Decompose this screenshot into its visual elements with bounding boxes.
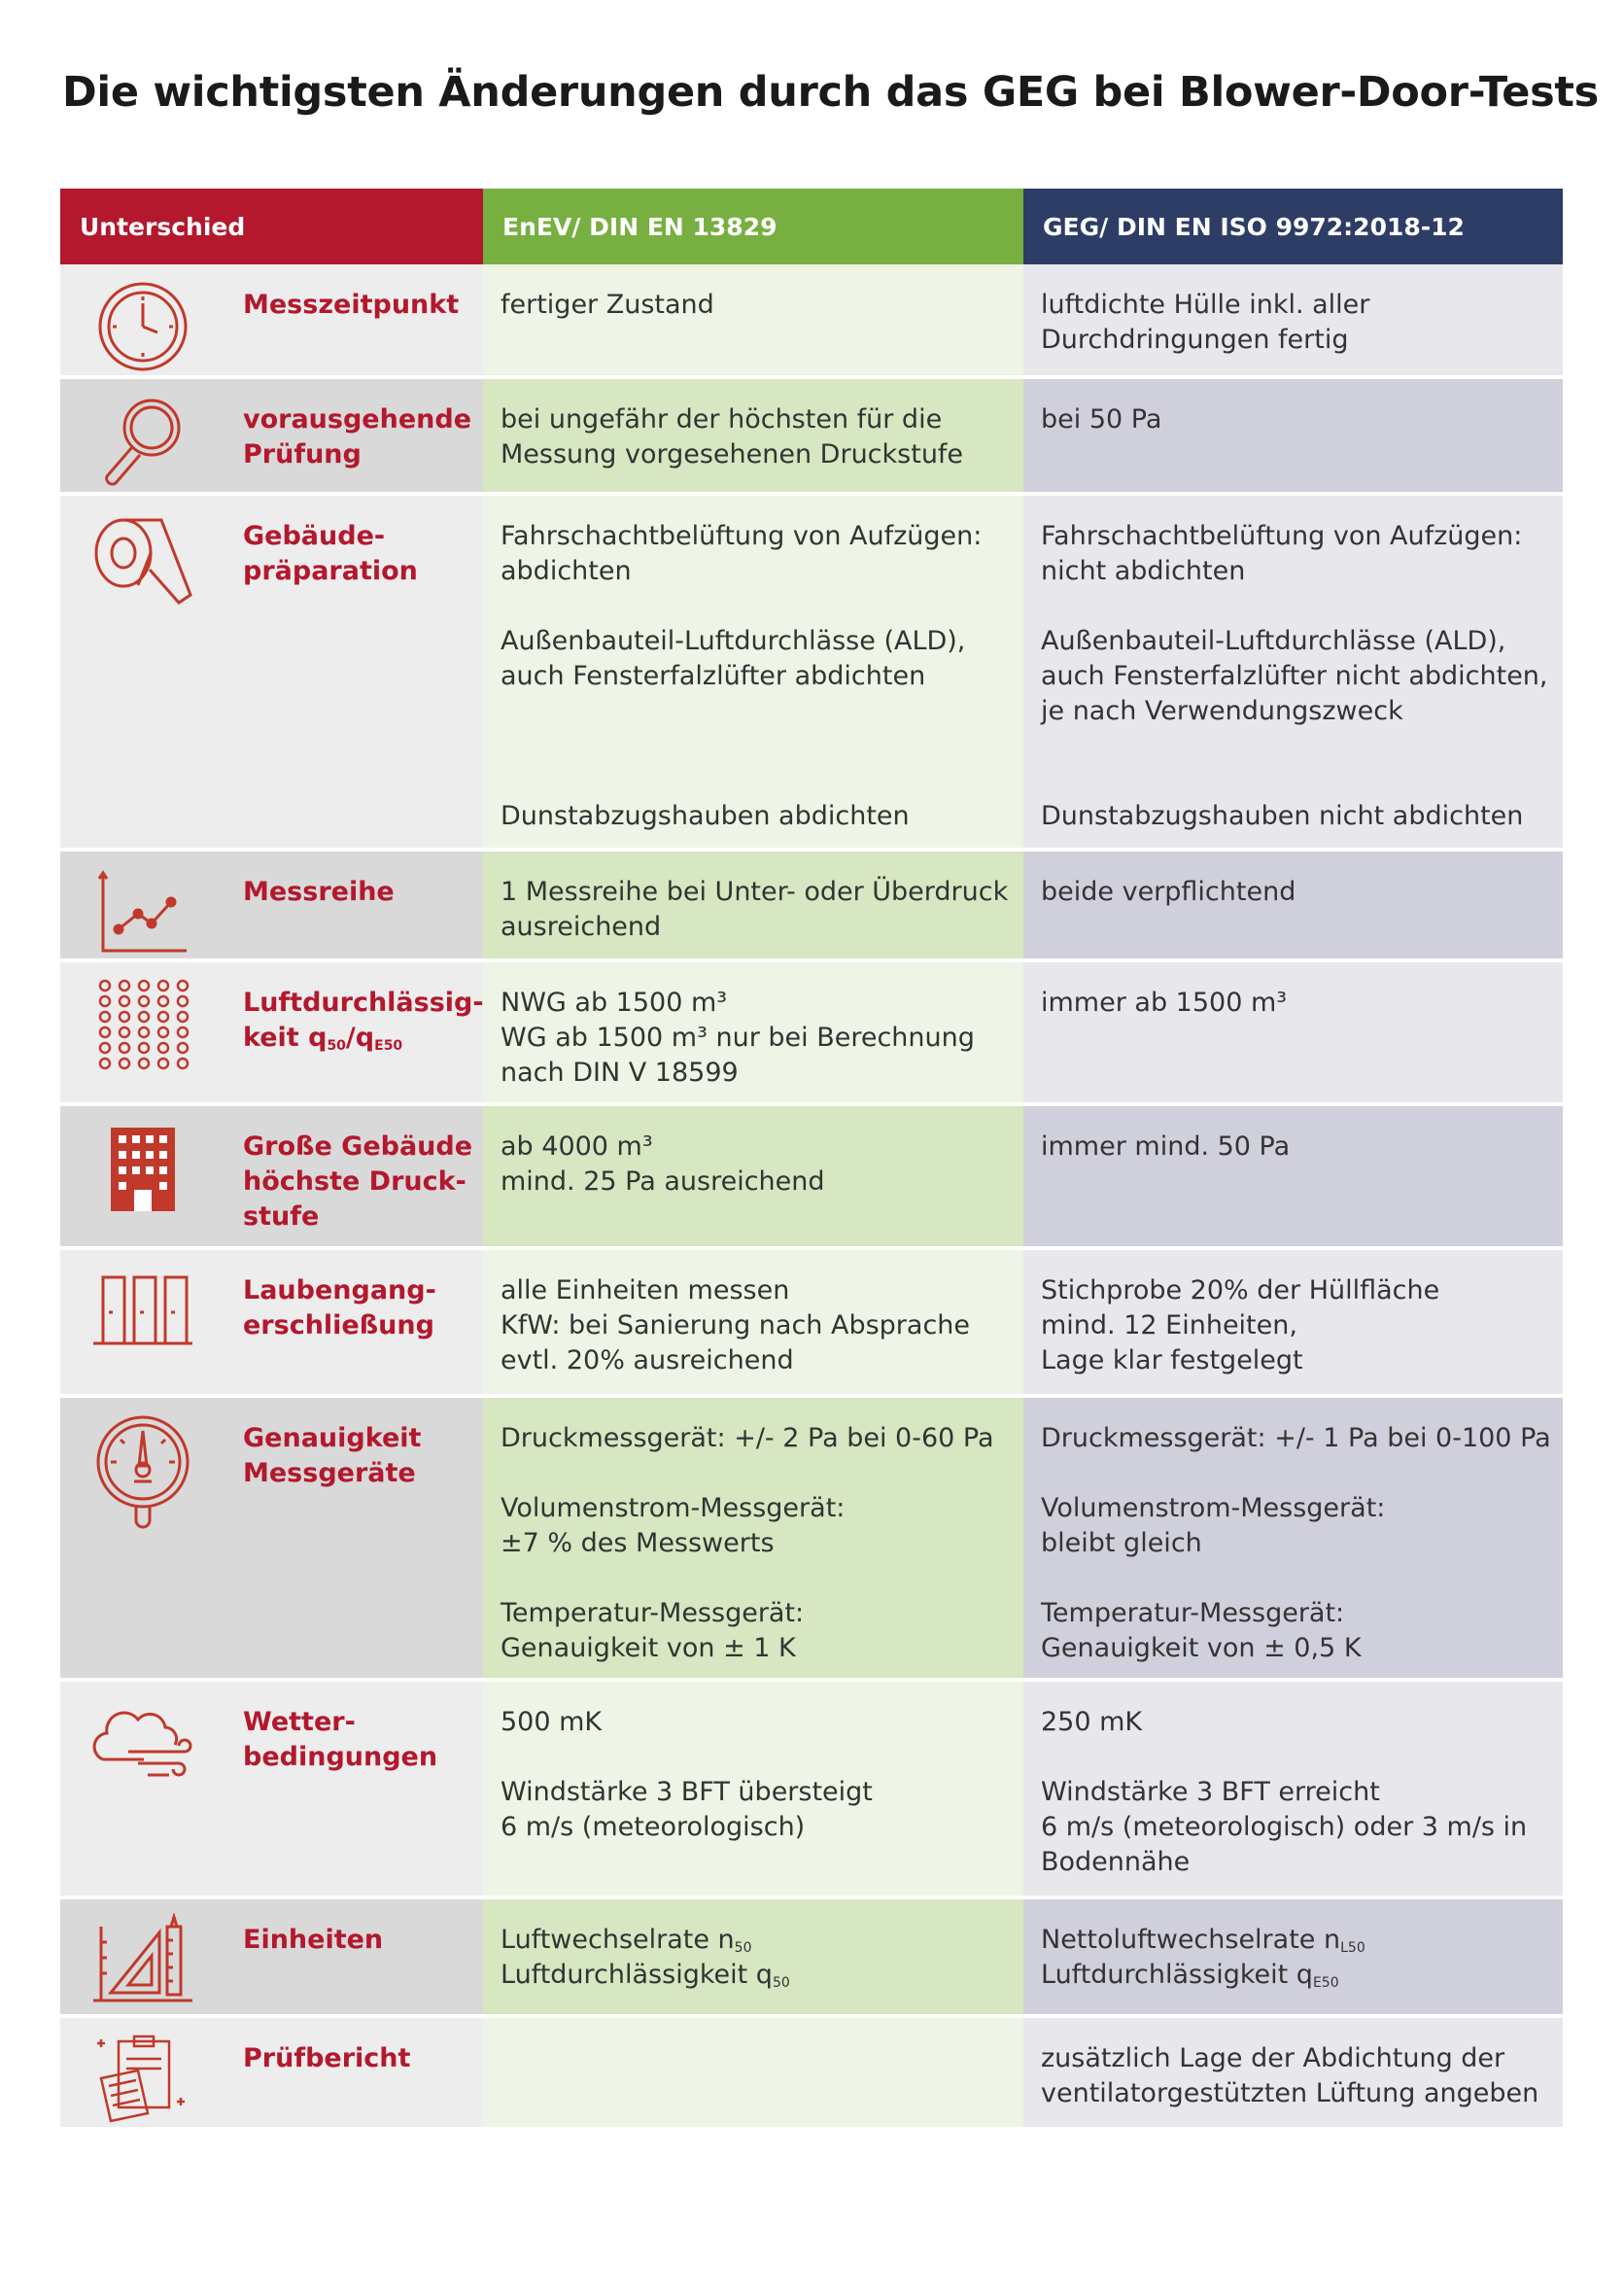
enev-cell: Fahrschachtbelüftung von Aufzügen: abdichten Außenbauteil-Luftdurchlässe (ALD), auch Fensterfalzlüfter abdichten Dunstabzugshauben abdichten (483, 492, 1023, 848)
grid-hole (100, 996, 110, 1006)
table-row-luftdurchlaessigkeit (60, 958, 1563, 1102)
row-label-cell (60, 848, 483, 958)
grid-hole (139, 1027, 149, 1037)
row-label: Wetter- bedingungen (243, 1707, 438, 1772)
cloud-wind-icon (89, 1695, 196, 1792)
table-row-genauigkeit-messgeraete (60, 1394, 1563, 1678)
table-row-messzeitpunkt (60, 264, 1563, 375)
geg-cell: beide verpflichtend (1023, 848, 1563, 958)
geg-cell: Nettoluftwechselrate $n_{L50}$ Luftdurchlässigkeit $q_{E50}$ (1023, 1896, 1563, 2014)
geg-cell: 250 mK Windstärke 3 BFT erreicht 6 m/s (meteorologisch) oder 3 m/s in Bodennähe (1023, 1678, 1563, 1896)
line-chart-icon (89, 865, 196, 962)
grid-hole (139, 1059, 149, 1068)
table-row-messreihe (60, 848, 1563, 958)
magnifier-icon (89, 393, 196, 490)
grid-hole (100, 1012, 110, 1022)
grid-hole (120, 1059, 129, 1068)
row-label-cell (60, 1678, 483, 1896)
doors-icon (89, 1264, 196, 1361)
row-label: Gebäude- präparation (243, 521, 418, 586)
row-label-cell (60, 492, 483, 848)
geg-cell: Stichprobe 20% der Hüllfläche mind. 12 Einheiten, Lage klar festgelegt (1023, 1246, 1563, 1394)
row-label-cell (60, 1102, 483, 1246)
table-row-pruefbericht (60, 2014, 1563, 2127)
geg-cell: bei 50 Pa (1023, 375, 1563, 492)
grid-hole (120, 1043, 129, 1053)
building-icon (89, 1120, 196, 1217)
row-label: Messzeitpunkt (243, 290, 460, 320)
geg-cell: Fahrschachtbelüftung von Aufzügen: nicht abdichten Außenbauteil-Luftdurchlässe (ALD), auch Fensterfalzlüfter nicht abdichten, je nach Verwendungszweck Dunstabzugshauben nicht abdichten (1023, 492, 1563, 848)
table-row-vorausgehende-pruefung (60, 375, 1563, 492)
row-label-cell (60, 2014, 483, 2127)
row-label: Einheiten (243, 1925, 384, 1955)
grid-hole (158, 996, 168, 1006)
grid-hole (158, 1012, 168, 1022)
grid-hole (120, 996, 129, 1006)
header-unterschied: Unterschied (60, 189, 483, 264)
enev-cell: ab 4000 m³ mind. 25 Pa ausreichend (483, 1102, 1023, 1246)
grid-hole (178, 1012, 188, 1022)
enev-cell (483, 2014, 1023, 2127)
grid-hole (120, 981, 129, 991)
pressure-gauge-icon (89, 1411, 196, 1548)
row-label: Laubengang- erschließung (243, 1275, 436, 1340)
enev-cell: bei ungefähr der höchsten für die Messung vorgesehenen Druckstufe (483, 375, 1023, 492)
row-label: Genauigkeit Messgeräte (243, 1423, 422, 1488)
grid-hole (100, 1059, 110, 1068)
comparison-table (60, 189, 1563, 2127)
grid-hole (158, 1059, 168, 1068)
geg-cell: immer ab 1500 m³ (1023, 958, 1563, 1102)
row-label-cell (60, 1896, 483, 2014)
row-label-cell (60, 264, 483, 375)
ruler-triangle-icon (89, 1913, 196, 2010)
grid-hole (120, 1012, 129, 1022)
clock-icon (89, 278, 196, 375)
row-label: Prüfbericht (243, 2043, 411, 2073)
geg-cell: luftdichte Hülle inkl. aller Durchdringungen fertig (1023, 264, 1563, 375)
row-label-cell (60, 958, 483, 1102)
grid-hole (139, 981, 149, 991)
enev-cell: Druckmessgerät: +/- 2 Pa bei 0-60 Pa Volumenstrom-Messgerät: ±7 % des Messwerts Temperatur-Messgerät: Genauigkeit von ± 1 K (483, 1394, 1023, 1678)
grid-hole (139, 1012, 149, 1022)
enev-cell: alle Einheiten messen KfW: bei Sanierung nach Absprache evtl. 20% ausreichend (483, 1246, 1023, 1394)
table-row-grosse-gebaeude (60, 1102, 1563, 1246)
enev-cell: NWG ab 1500 m³ WG ab 1500 m³ nur bei Berechnung nach DIN V 18599 (483, 958, 1023, 1102)
grid-hole (178, 1027, 188, 1037)
grid-hole (120, 1027, 129, 1037)
table-row-wetterbedingungen (60, 1678, 1563, 1896)
geg-cell: Druckmessgerät: +/- 1 Pa bei 0-100 Pa Volumenstrom-Messgerät: bleibt gleich Temperatur-Messgerät: Genauigkeit von ± 0,5 K (1023, 1394, 1563, 1678)
grid-hole (158, 1043, 168, 1053)
grid-hole (158, 981, 168, 991)
table-header-row (60, 189, 1563, 264)
grid-hole (178, 1059, 188, 1068)
grid-hole (100, 1027, 110, 1037)
grid-hole (100, 981, 110, 991)
grid-hole (178, 996, 188, 1006)
enev-cell: Luftwechselrate $n_{50}$ Luftdurchlässigkeit $q_{50}$ (483, 1896, 1023, 2014)
grid-hole (178, 981, 188, 991)
row-label-cell (60, 375, 483, 492)
page-title: Die wichtigsten Änderungen durch das GEG bei Blower-Door-Tests (62, 68, 1599, 117)
perforated-grid-icon (89, 976, 196, 1073)
grid-hole (139, 996, 149, 1006)
geg-cell: zusätzlich Lage der Abdichtung der ventilatorgestützten Lüftung angeben (1023, 2014, 1563, 2127)
row-label: Luftdurchlässig- keit $q_{50}/q_{E50}$ (243, 988, 484, 1054)
grid-hole (100, 1043, 110, 1053)
header-geg: GEG/ DIN EN ISO 9972:2018-12 (1023, 189, 1563, 264)
table-row-laubengangerschliessung (60, 1246, 1563, 1394)
enev-cell: 1 Messreihe bei Unter- oder Überdruck ausreichend (483, 848, 1023, 958)
row-label: Messreihe (243, 877, 395, 907)
report-clipboard-icon (89, 2032, 196, 2129)
table-row-einheiten (60, 1896, 1563, 2014)
row-label-cell (60, 1246, 483, 1394)
enev-cell: fertiger Zustand (483, 264, 1023, 375)
row-label-cell (60, 1394, 483, 1678)
header-enev: EnEV/ DIN EN 13829 (483, 189, 1023, 264)
table-row-gebaeudepraeparation (60, 492, 1563, 848)
tape-roll-icon (89, 509, 196, 607)
geg-cell: immer mind. 50 Pa (1023, 1102, 1563, 1246)
row-label: vorausgehende Prüfung (243, 404, 472, 470)
grid-hole (158, 1027, 168, 1037)
enev-cell: 500 mK Windstärke 3 BFT übersteigt 6 m/s (meteorologisch) (483, 1678, 1023, 1896)
row-label: Große Gebäude höchste Druck- stufe (243, 1131, 473, 1232)
grid-hole (178, 1043, 188, 1053)
grid-hole (139, 1043, 149, 1053)
